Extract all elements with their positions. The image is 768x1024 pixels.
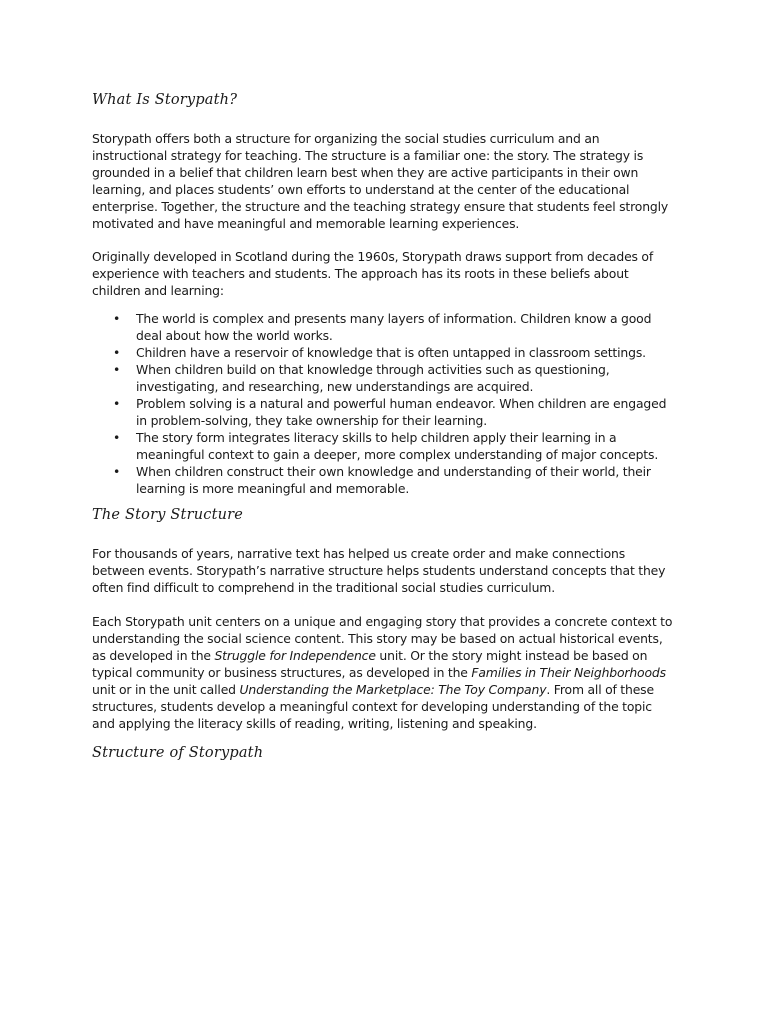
unit-title-struggle: Struggle for Independence <box>214 648 376 663</box>
unit-title-marketplace: Understanding the Marketplace: The Toy Company <box>239 682 547 697</box>
bullet-icon: • <box>113 311 121 326</box>
origins-paragraph: Originally developed in Scotland during the 1960s, Storypath draws support from decades of experience with teachers and students. The approach has its roots in these beliefs about children and learning: <box>92 249 654 298</box>
document-page <box>92 88 678 761</box>
heading-story-structure: The Story Structure <box>92 507 244 523</box>
unit-paragraph: Each Storypath unit centers on a unique and engaging story that provides a concrete context to understanding the social science content. This story may be based on actual historical events, as developed in the Struggle for Independence unit. Or the story might instead be based on typical community or business structures, as developed in the Families in Their Neighborhoods unit or in the unit called Understanding the Marketplace: The Toy Company. From all of these structures, students develop a meaningful context for developing understanding of the topic and applying the literacy skills of reading, writing, listening and speaking. <box>92 614 673 731</box>
list-item: • The story form integrates literacy skills to help children apply their learning in a meaningful context to gain a deeper, more complex understanding of major concepts. <box>113 430 659 462</box>
bullet-icon: • <box>113 430 121 445</box>
unit-title-families: Families in Their Neighborhoods <box>471 665 666 680</box>
list-item: • Children have a reservoir of knowledge that is often untapped in classroom settings. <box>113 345 646 360</box>
heading-structure-of-storypath: Structure of Storypath <box>92 745 264 761</box>
beliefs-list <box>92 310 678 497</box>
narrative-paragraph: For thousands of years, narrative text has helped us create order and make connections between events. Storypath’s narrative structure helps students understand concepts that they often find difficult to comprehend in the traditional social studies curriculum. <box>92 546 666 595</box>
list-item: • When children build on that knowledge through activities such as questioning, investigating, and researching, new understandings are acquired. <box>113 362 610 394</box>
heading-what-is-storypath: What Is Storypath? <box>92 92 238 108</box>
bullet-icon: • <box>113 396 121 411</box>
bullet-icon: • <box>113 345 121 360</box>
list-item: • The world is complex and presents many layers of information. Children know a good deal about how the world works. <box>113 311 652 343</box>
bullet-icon: • <box>113 464 121 479</box>
list-item: • Problem solving is a natural and powerful human endeavor. When children are engaged in problem-solving, they take ownership for their learning. <box>113 396 667 428</box>
intro-paragraph: Storypath offers both a structure for organizing the social studies curriculum and an instructional strategy for teaching. The structure is a familiar one: the story. The strategy is grounded in a belief that children learn best when they are active participants in their own learning, and places students’ own efforts to understand at the center of the educational enterprise. Together, the structure and the teaching strategy ensure that students feel strongly motivated and have meaningful and memorable learning experiences. <box>92 131 669 231</box>
list-item: • When children construct their own knowledge and understanding of their world, their learning is more meaningful and memorable. <box>113 464 651 496</box>
bullet-icon: • <box>113 362 121 377</box>
